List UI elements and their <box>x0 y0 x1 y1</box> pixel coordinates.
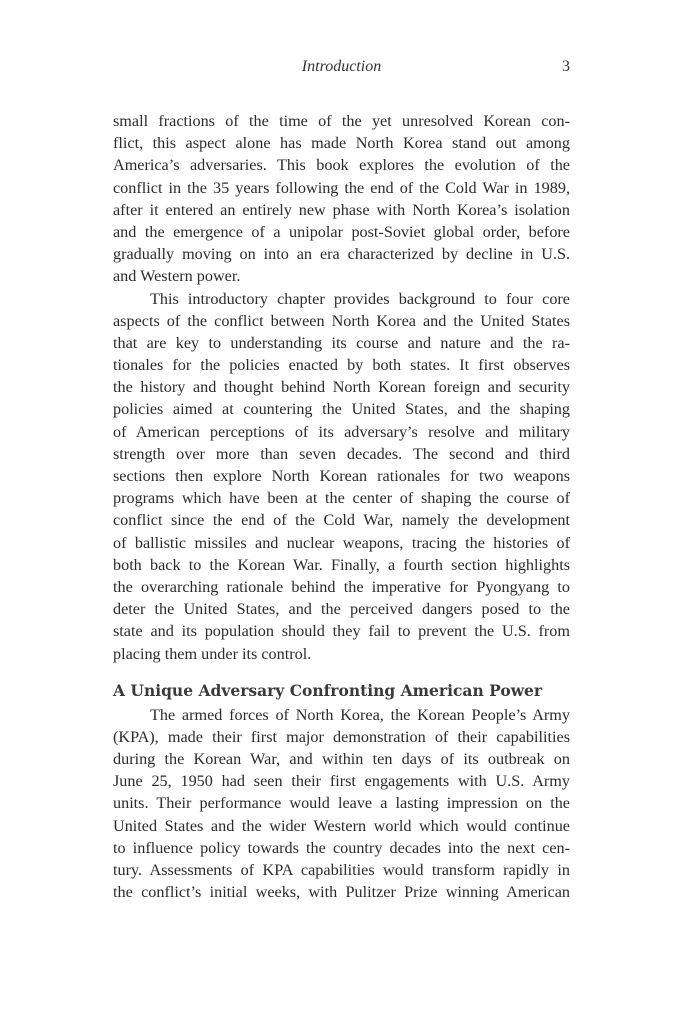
text-line: sections then explore North Korean rationales for two weapons <box>113 467 570 485</box>
text-line: June 25, 1950 had seen their first engagements with U.S. Army <box>113 772 570 791</box>
text-line: the history and thought behind North Korean foreign and security <box>113 378 570 397</box>
text-line: United States and the wider Western world which would continue <box>113 816 570 835</box>
text-line: after it entered an entirely new phase with North Korea’s isolation <box>113 200 570 219</box>
text-line: units. Their performance would leave a lasting impression on the <box>113 794 570 813</box>
text-line: state and its population should they fail to prevent the U.S. from <box>113 622 570 641</box>
text-line: aspects of the conflict between North Korea and the United States <box>113 311 570 330</box>
text-line: (KPA), made their first major demonstration of their capabilities <box>113 727 570 746</box>
section-heading: A Unique Adversary Confronting American Power <box>113 680 543 700</box>
text-line: both back to the Korean War. Finally, a fourth section highlights <box>113 555 570 574</box>
text-line: and the emergence of a unipolar post-Soviet global order, before <box>113 222 570 241</box>
text-line: strength over more than seven decades. The second and third <box>113 444 570 463</box>
text-line: gradually moving on into an era characterized by decline in U.S. <box>113 245 570 264</box>
page-number: 3 <box>562 58 570 75</box>
text-line: of American perceptions of its adversary’s resolve and military <box>113 422 570 441</box>
text-line: small fractions of the time of the yet unresolved Korean con- <box>113 112 570 130</box>
running-head <box>113 58 570 78</box>
text-line: The armed forces of North Korea, the Korean People’s Army <box>150 705 570 724</box>
text-line: and Western power. <box>113 267 241 286</box>
text-line: the conflict’s initial weeks, with Pulitzer Prize winning American <box>113 883 570 902</box>
page-body <box>113 110 570 903</box>
text-line: conflict in the 35 years following the end of the Cold War in 1989, <box>113 178 570 197</box>
text-line: deter the United States, and the perceived dangers posed to the <box>113 600 570 619</box>
text-line: of ballistic missiles and nuclear weapons, tracing the histories of <box>113 533 570 552</box>
text-line: policies aimed at countering the United States, and the shaping <box>113 400 570 419</box>
section-paragraph <box>113 704 570 904</box>
paragraph-1 <box>113 110 570 288</box>
text-line: programs which have been at the center of shaping the course of <box>113 489 570 508</box>
text-line: This introductory chapter provides background to four core <box>150 289 570 308</box>
text-line: tionales for the policies enacted by both states. It first observes <box>113 356 570 375</box>
text-line: that are key to understanding its course and nature and the ra- <box>113 333 570 352</box>
paragraph-2 <box>113 288 570 665</box>
text-line: the overarching rationale behind the imperative for Pyongyang to <box>113 577 570 596</box>
text-line: placing them under its control. <box>113 644 312 663</box>
text-line: flict, this aspect alone has made North Korea stand out among <box>113 134 570 153</box>
text-line: during the Korean War, and within ten days of its outbreak on <box>113 750 570 769</box>
chapter-title: Introduction <box>301 58 382 75</box>
text-line: America’s adversaries. This book explores the evolution of the <box>113 156 570 175</box>
text-line: conflict since the end of the Cold War, namely the development <box>113 511 570 530</box>
text-line: tury. Assessments of KPA capabilities would transform rapidly in <box>113 861 570 879</box>
text-line: to influence policy towards the country decades into the next cen- <box>113 838 570 857</box>
